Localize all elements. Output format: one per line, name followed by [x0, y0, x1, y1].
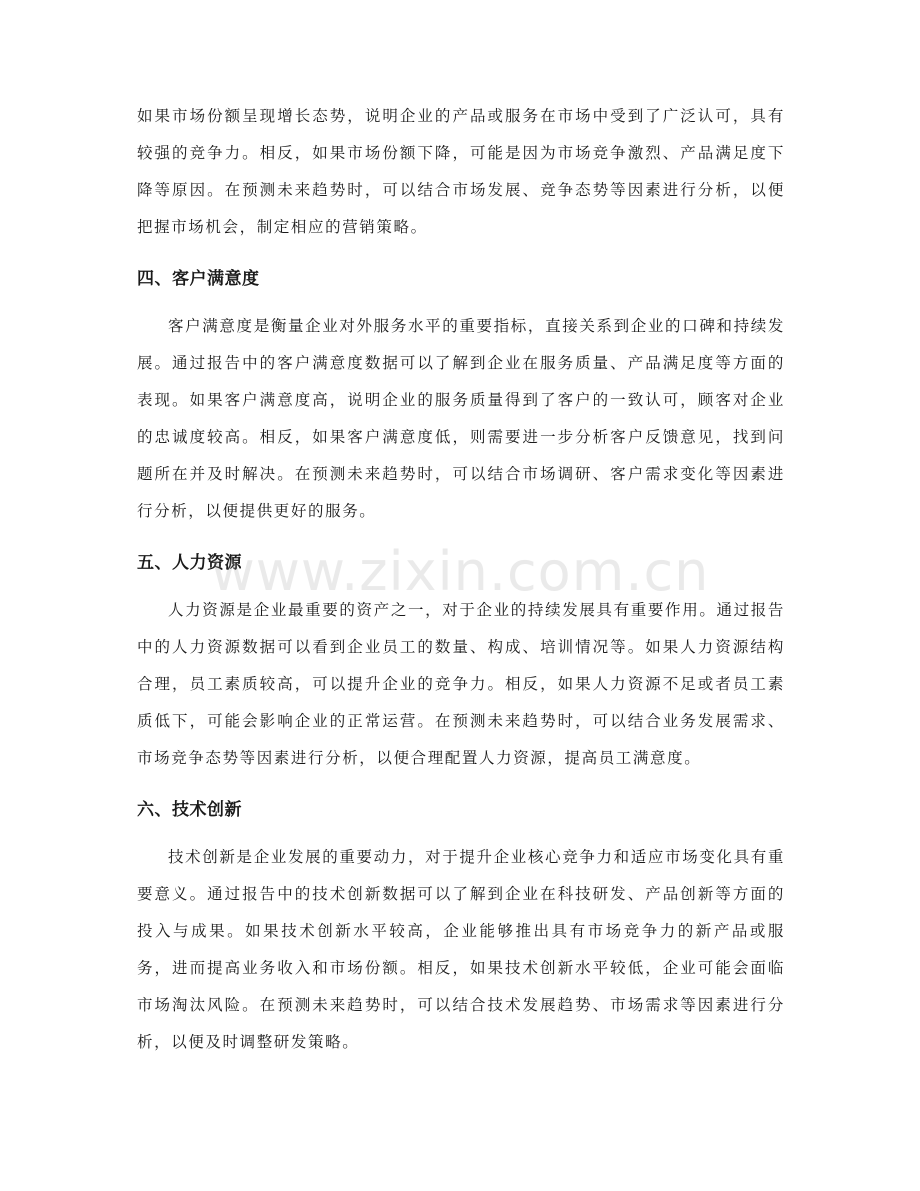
section-heading-customer-satisfaction: 四、客户满意度	[137, 269, 260, 289]
section-body-human-resources: 人力资源是企业最重要的资产之一，对于企业的持续发展具有重要作用。通过报告中的人力资源数据可以看到企业员工的数量、构成、培训情况等。如果人力资源结构合理，员工素质较高，可以提升企业的竞争力。相反，如果人力资源不足或者员工素质低下，可能会影响企业的正常运营。在预测未来趋势时，可以结合业务发展需求、市场竞争态势等因素进行分析，以便合理配置人力资源，提高员工满意度。	[137, 601, 785, 767]
intro-paragraph: 如果市场份额呈现增长态势，说明企业的产品或服务在市场中受到了广泛认可，具有较强的竞争力。相反，如果市场份额下降，可能是因为市场竞争激烈、产品满足度下降等原因。在预测未来趋势时，可以结合市场发展、竞争态势等因素进行分析，以便把握市场机会，制定相应的营销策略。	[137, 107, 785, 236]
section-heading-human-resources: 五、人力资源	[137, 553, 242, 573]
watermark: www.zixin.com.cn	[210, 540, 710, 603]
section-body-customer-satisfaction: 客户满意度是衡量企业对外服务水平的重要指标，直接关系到企业的口碑和持续发展。通过报告中的客户满意度数据可以了解到企业在服务质量、产品满足度等方面的表现。如果客户满意度高，说明企业的服务质量得到了客户的一致认可，顾客对企业的忠诚度较高。相反，如果客户满意度低，则需要进一步分析客户反馈意见，找到问题所在并及时解决。在预测未来趋势时，可以结合市场调研、客户需求变化等因素进行分析，以便提供更好的服务。	[137, 317, 785, 520]
section-heading-technology-innovation: 六、技术创新	[137, 800, 242, 820]
section-body-technology-innovation: 技术创新是企业发展的重要动力，对于提升企业核心竞争力和适应市场变化具有重要意义。通过报告中的技术创新数据可以了解到企业在科技研发、产品创新等方面的投入与成果。如果技术创新水平较高，企业能够推出具有市场竞争力的新产品或服务，进而提高业务收入和市场份额。相反，如果技术创新水平较低，企业可能会面临市场淘汰风险。在预测未来趋势时，可以结合技术发展趋势、市场需求等因素进行分析，以便及时调整研发策略。	[137, 848, 785, 1051]
document-body	[137, 98, 785, 1061]
